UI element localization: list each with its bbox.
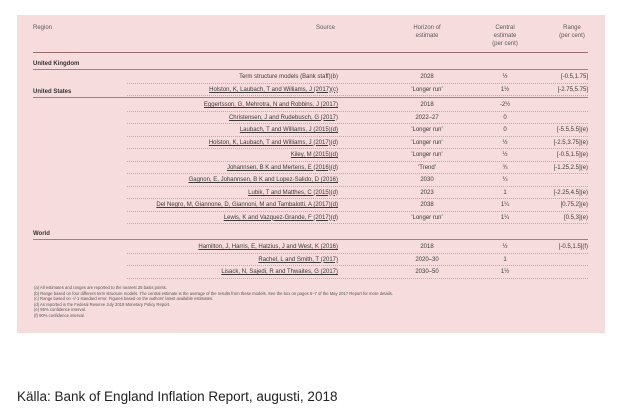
- header-central: Central estimate (per cent): [492, 25, 518, 47]
- footnote: (a) All estimates and ranges are reported to the nearest 25 basis points.: [34, 285, 167, 290]
- group-rule: [33, 239, 588, 240]
- group-rule: [33, 69, 588, 70]
- source-cell: Johannsen, B K and Mertens, E (2016)(d): [226, 164, 338, 171]
- row-divider: [127, 83, 588, 84]
- horizon-cell: 2028: [420, 74, 434, 80]
- row-divider: [127, 173, 588, 174]
- footnote: (f) 90% confidence interval.: [34, 313, 85, 318]
- central-cell: -2½: [499, 102, 511, 108]
- central-cell: ½: [502, 74, 508, 80]
- central-cell: 1½: [500, 86, 510, 93]
- region-1: United States: [33, 89, 72, 95]
- range-cell: [0.75,2](e): [560, 202, 588, 208]
- row-divider: [127, 161, 588, 162]
- row-divider: [127, 198, 588, 199]
- source-cell: Christensen, J and Rudebusch, G (2017): [228, 114, 338, 121]
- source-cell: Gagnon, E, Johannsen, B K and Lopez-Salido, D (2016): [188, 177, 338, 183]
- header-source: Source: [316, 25, 336, 31]
- source-cell: Holston, K, Laubach, T and Williams, J (2017)(c): [209, 86, 338, 93]
- footnote: (b) Range based on four different term structure models. The central estimate is the average of the results from these models. See the box on pages 6–7 of the May 2017 Report for more details.: [34, 290, 394, 296]
- source-cell: Hamilton, J, Harris, E, Hatzius, J and West, K (2016): [198, 244, 338, 250]
- range-cell: [-2.25,4.5](e): [553, 189, 588, 196]
- central-cell: 1¼: [500, 202, 510, 208]
- horizon-cell: 'Trend': [418, 164, 436, 171]
- range-cell: [-2.5,3.75](e): [553, 139, 588, 146]
- horizon-cell: 'Longer run': [411, 139, 443, 146]
- central-cell: 1½: [500, 269, 510, 275]
- row-divider: [127, 148, 588, 149]
- central-cell: 1: [503, 256, 507, 263]
- horizon-cell: 2023: [420, 189, 434, 196]
- horizon-cell: 2018: [420, 102, 434, 108]
- horizon-cell: 'Longer run': [411, 152, 443, 158]
- central-cell: ½: [502, 244, 508, 250]
- source-cell: Laubach, T and Williams, J (2015)(d): [239, 127, 338, 133]
- central-cell: ½: [502, 139, 508, 146]
- horizon-cell: 'Longer run': [411, 127, 443, 133]
- source-cell: Holston, K, Laubach, T and Williams, J (2017)(d): [208, 139, 338, 146]
- horizon-cell: 'Longer run': [411, 86, 443, 93]
- footnote: (e) 95% confidence interval.: [34, 307, 86, 313]
- central-cell: 1: [503, 189, 507, 196]
- row-divider: [127, 186, 588, 187]
- source-cell: Rachel, L and Smith, T (2017): [258, 256, 338, 263]
- row-divider: [127, 223, 588, 224]
- range-cell: [-5.5,5.5](e): [556, 127, 588, 133]
- footnote: (d) As reported in the Federal Reserve July 2018 Monetary Policy Report.: [34, 301, 171, 307]
- horizon-cell: 2022–27: [415, 114, 439, 121]
- central-cell: ¼: [502, 177, 508, 183]
- horizon-cell: 2020–30: [415, 256, 439, 263]
- horizon-cell: 'Longer run': [411, 214, 443, 221]
- header-horizon: Horizon of estimate: [413, 25, 441, 39]
- horizon-cell: 2038: [420, 202, 434, 208]
- range-cell: [0.5,3](e): [563, 214, 588, 221]
- row-divider: [127, 211, 588, 212]
- range-cell: [-0.5,1.5](e): [556, 152, 588, 158]
- horizon-cell: 2030–50: [415, 269, 439, 275]
- table-panel: [17, 15, 605, 333]
- header-range: Range (per cent): [559, 25, 585, 39]
- row-divider: [127, 111, 588, 112]
- source-caption: Källa: Bank of England Inflation Report, augusti, 2018: [17, 389, 338, 404]
- source-cell: Lubik, T and Matthes, C (2015)(d): [248, 189, 338, 196]
- source-cell: Lewis, K and Vazquez-Grande, F (2017)(d): [223, 214, 338, 221]
- range-cell: [-0.5,1.75]: [560, 74, 588, 80]
- footnote: (c) Range based on +/-1 standard error. Figures based on the authors' latest available estimates.: [34, 296, 214, 302]
- source-cell: Kiley, M (2015)(d): [290, 152, 338, 158]
- row-divider: [127, 123, 588, 124]
- horizon-cell: 2018: [420, 244, 434, 250]
- header-rule: [33, 52, 588, 53]
- source-cell: Lisack, N, Sajedi, R and Thwaites, G (2017): [221, 269, 338, 275]
- range-cell: [-1.25,2.5](e): [553, 164, 588, 171]
- row-divider: [127, 95, 588, 96]
- region-0: United Kingdom: [33, 61, 80, 67]
- source-cell: Eggertsson, G, Mehrotra, N and Robbins, J (2017): [203, 102, 338, 108]
- region-2: World: [33, 231, 50, 237]
- horizon-cell: 2030: [420, 177, 434, 183]
- central-cell: 0: [503, 114, 507, 121]
- source-cell: Term structure models (Bank staff)(b): [239, 74, 338, 80]
- central-cell: ½: [502, 152, 508, 158]
- central-cell: ¾: [502, 164, 508, 171]
- central-cell: 0: [503, 127, 507, 133]
- central-cell: 1¼: [500, 214, 510, 221]
- range-cell: [-0.5,1.5](f): [558, 244, 588, 250]
- range-cell: [-2.75,5.75]: [557, 86, 588, 93]
- source-cell: Del Negro, M, Giannone, D, Giannoni, M and Tambalotti, A (2017)(d): [156, 202, 338, 208]
- row-divider: [127, 265, 588, 266]
- group-rule: [33, 97, 588, 98]
- row-divider: [127, 136, 588, 137]
- row-divider: [127, 253, 588, 254]
- row-divider: [127, 278, 588, 279]
- header-region: Region: [33, 25, 53, 31]
